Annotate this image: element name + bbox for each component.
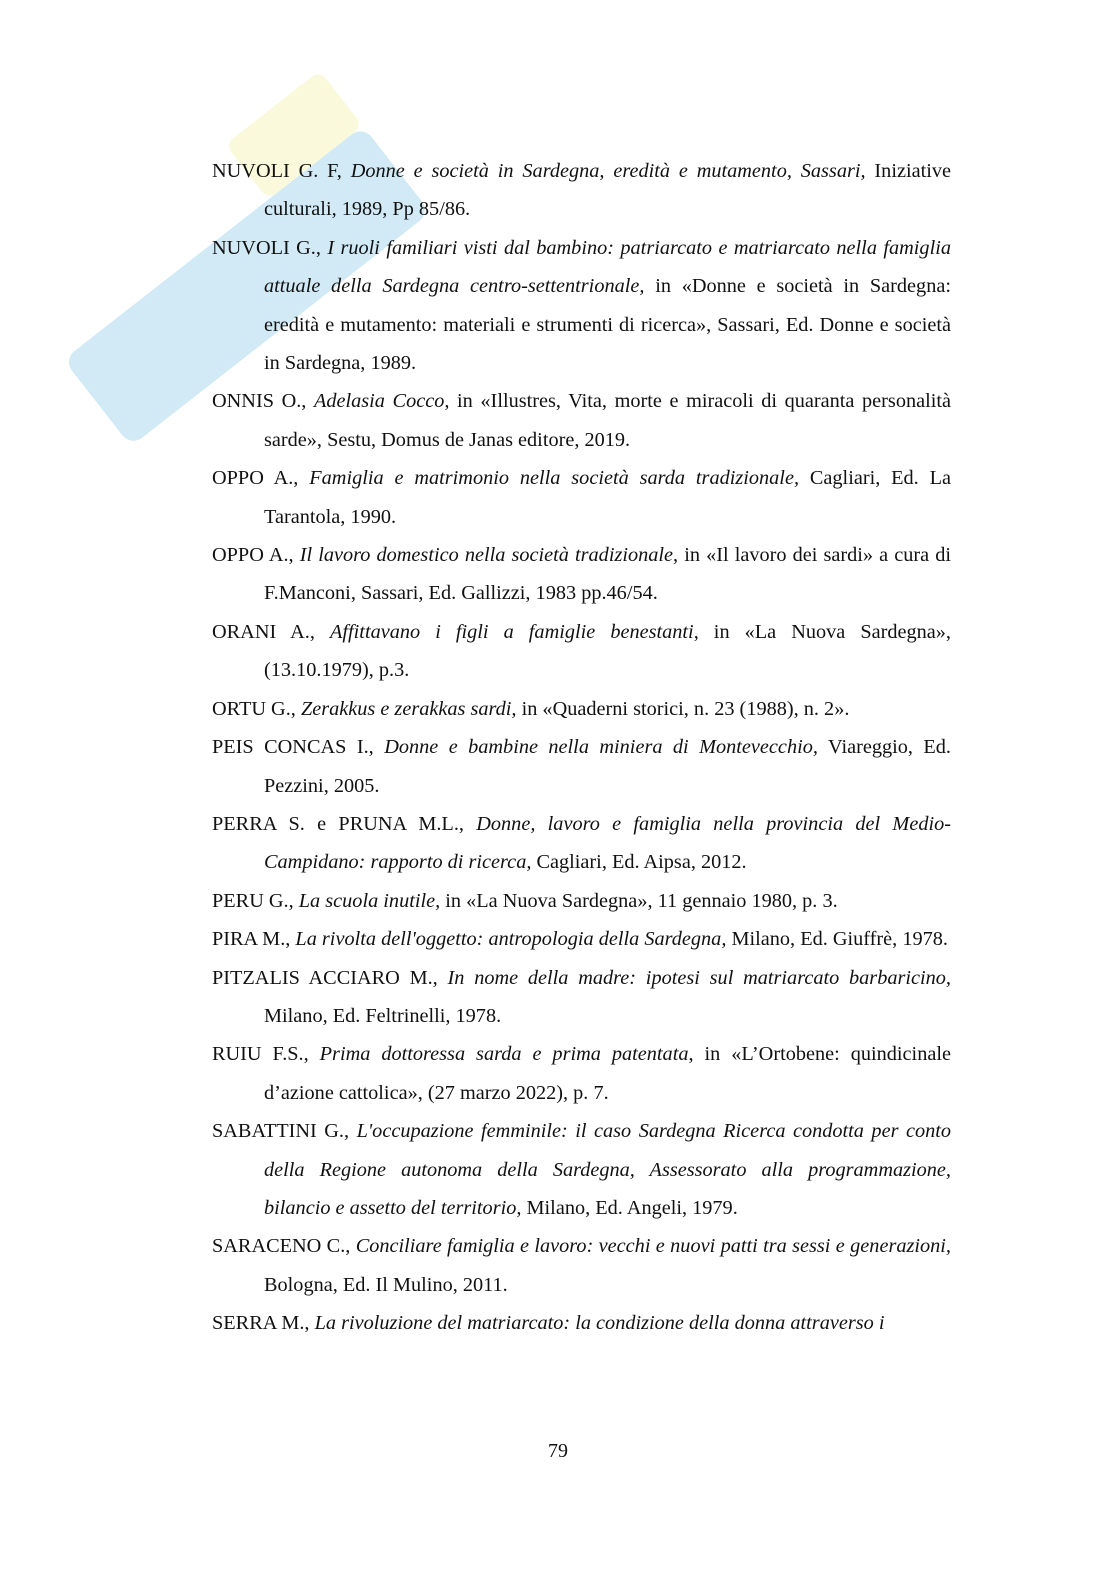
entry-details: Milano, Ed. Feltrinelli, 1978.: [264, 1004, 502, 1027]
bibliography-entry: [212, 1304, 951, 1342]
bibliography-entry: [212, 805, 951, 882]
entry-title: Donne, lavoro e famiglia nella provincia del Medio-Campidano: rapporto di ricerca,: [264, 812, 951, 874]
entry-title: In nome della madre: ipotesi sul matriarcato barbaricino,: [447, 966, 951, 989]
entry-title: Adelasia Cocco,: [313, 390, 450, 413]
entry-title: Zerakkus e zerakkas sardi,: [300, 697, 517, 720]
entry-details: Cagliari, Ed. Aipsa, 2012.: [536, 851, 747, 874]
bibliography-entry: [212, 690, 951, 728]
entry-details: in «Illustres, Vita, morte e miracoli di quaranta personalità sarde», Sestu, Domus de Janas editore, 2019.: [264, 390, 952, 451]
entry-title: Famiglia e matrimonio nella società sarda tradizionale,: [309, 467, 800, 490]
bibliography-entry: [212, 459, 951, 536]
entry-details: Cagliari, Ed. La Tarantola, 1990.: [264, 467, 952, 528]
bibliography-entry: [212, 229, 951, 383]
entry-author: ORTU G.,: [212, 697, 296, 720]
entry-author: PITZALIS ACCIARO M.,: [212, 966, 438, 989]
entry-author: NUVOLI G.,: [212, 236, 321, 259]
entry-title: Il lavoro domestico nella società tradizionale: [299, 544, 674, 567]
bibliography-entry: [212, 382, 951, 459]
entry-details: Bologna, Ed. Il Mulino, 2011.: [264, 1273, 508, 1296]
entry-details: Iniziative culturali, 1989, Pp 85/86.: [264, 160, 952, 221]
entry-author: RUIU F.S.,: [212, 1043, 309, 1066]
entry-details: , in «L’Ortobene: quindicinale d’azione cattolica», (27 marzo 2022), p. 7.: [264, 1043, 951, 1104]
entry-title: I ruoli familiari visti dal bambino: patriarcato e matriarcato nella famiglia attuale della Sardegna centro-settentrionale,: [264, 236, 951, 298]
bibliography-entry: [212, 1227, 951, 1304]
entry-details: in «La Nuova Sardegna», 11 gennaio 1980, p. 3.: [445, 889, 838, 912]
entry-details: Milano, Ed. Angeli, 1979.: [526, 1196, 738, 1219]
entry-author: PIRA M.,: [212, 928, 291, 951]
page-number: 79: [548, 1440, 568, 1462]
entry-title: Conciliare famiglia e lavoro: vecchi e nuovi patti tra sessi e generazioni,: [355, 1235, 951, 1258]
bibliography-entry: [212, 728, 951, 805]
entry-title: La rivolta dell'oggetto: antropologia della Sardegna,: [295, 928, 727, 951]
entry-title: Prima dottoressa sarda e prima patentata: [319, 1043, 689, 1066]
entry-author: SARACENO C.,: [212, 1235, 351, 1258]
entry-details: in «Donne e società in Sardegna: eredità e mutamento: materiali e strumenti di ricerca», Sassari, Ed. Donne e società in Sardegna, 1989.: [264, 275, 951, 375]
entry-details: Viareggio, Ed. Pezzini, 2005.: [264, 736, 951, 797]
bibliography-entry: [212, 1035, 951, 1112]
bibliography-entry: [212, 1112, 951, 1227]
entry-author: OPPO A.,: [212, 544, 294, 567]
entry-title: Donne e società in Sardegna, eredità e mutamento, Sassari,: [350, 160, 866, 182]
entry-author: SABATTINI G.,: [212, 1120, 350, 1143]
entry-title: L'occupazione femminile: il caso Sardegna Ricerca condotta per conto della Regione autonoma della Sardegna, Assessorato alla programmazione, bilancio e assetto del territorio,: [264, 1120, 952, 1219]
entry-author: SERRA M.,: [212, 1312, 310, 1335]
entry-title: Donne e bambine nella miniera di Montevecchio,: [384, 736, 818, 759]
bibliography-entry: [212, 536, 951, 613]
entry-details: in «Quaderni storici, n. 23 (1988), n. 2».: [521, 697, 850, 720]
entry-title: Affittavano i figli a famiglie benestanti: [330, 620, 694, 643]
bibliography-list: [212, 152, 951, 1343]
bibliography-entry: [212, 959, 951, 1036]
entry-details: Milano, Ed. Giuffrè, 1978.: [731, 928, 948, 951]
entry-author: PERU G.,: [212, 889, 294, 912]
bibliography-entry: [212, 882, 951, 920]
entry-title: La rivoluzione del matriarcato: la condizione della donna attraverso i: [314, 1312, 885, 1335]
entry-author: PERRA S. e PRUNA M.L.,: [212, 812, 464, 835]
bibliography-entry: [212, 152, 951, 229]
entry-details: , in «La Nuova Sardegna», (13.10.1979), p.3.: [264, 620, 952, 682]
entry-author: NUVOLI G. F,: [212, 160, 342, 182]
entry-author: PEIS CONCAS I.,: [212, 736, 374, 759]
entry-author: ORANI A.,: [212, 620, 315, 643]
entry-details: , in «Il lavoro dei sardi» a cura di F.Manconi, Sassari, Ed. Gallizzi, 1983 pp.46/54.: [264, 544, 951, 605]
entry-author: OPPO A.,: [212, 467, 299, 490]
entry-title: La scuola inutile,: [298, 889, 441, 912]
entry-author: ONNIS O.,: [212, 390, 307, 413]
bibliography-entry: [212, 613, 951, 690]
bibliography-entry: [212, 920, 951, 958]
